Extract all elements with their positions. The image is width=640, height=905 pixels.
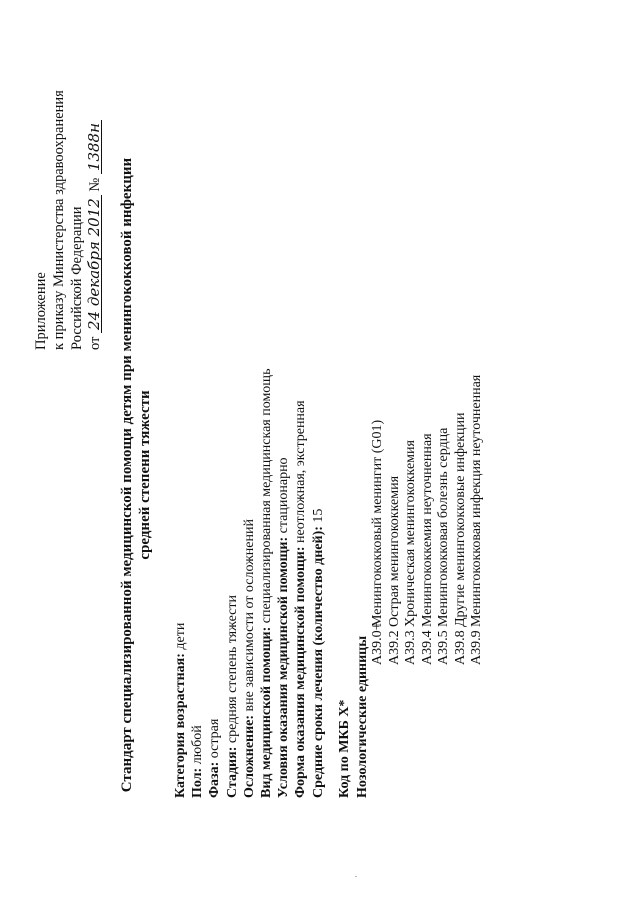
- param-phase: [206, 369, 223, 798]
- title-line-2: средней степени тяжести: [137, 390, 153, 560]
- list-item: [387, 375, 404, 665]
- icd-code: A39.8: [452, 630, 468, 665]
- param-label: Условия оказания медицинской помощи:: [276, 536, 292, 798]
- handwritten-date: 24 декабря 2012: [87, 195, 102, 333]
- param-label: Форма оказания медицинской помощи:: [293, 546, 309, 798]
- list-item: [370, 375, 387, 665]
- param-care-conditions: [275, 369, 292, 798]
- param-label: Средние сроки лечения (количество дней):: [310, 526, 326, 798]
- nosological-units-heading: Нозологические единицы: [354, 635, 370, 798]
- nosological-units-list: [370, 375, 486, 665]
- param-complication: [241, 369, 258, 798]
- param-value: стационарно: [276, 457, 292, 537]
- param-value: дети: [173, 622, 188, 654]
- param-value: 15: [310, 508, 326, 527]
- diagnosis-name: Менингококкемия неуточненная: [419, 433, 435, 627]
- param-value: специализированная медицинская помощь: [259, 368, 275, 627]
- handwritten-number: 1388н: [87, 120, 102, 174]
- icd-code: A39.3: [403, 630, 418, 665]
- param-label: Осложнение:: [241, 714, 257, 798]
- diagnosis-name: Менингококковый менингит (G01): [370, 419, 385, 627]
- appendix-line-2: к приказу Министерства здравоохранения: [51, 90, 67, 350]
- param-label: Вид медицинской помощи:: [259, 626, 275, 798]
- param-value: острая: [207, 718, 223, 762]
- param-care-type: [258, 369, 275, 798]
- list-item: [469, 375, 486, 665]
- param-value: неотложная, экстренная: [293, 400, 309, 547]
- icd-code: A39.4: [419, 630, 435, 665]
- icd-code: A39.5: [436, 630, 451, 665]
- appendix-block: [32, 90, 104, 350]
- list-item: [453, 375, 470, 665]
- diagnosis-name: Менингококковая инфекция неуточненная: [469, 374, 484, 627]
- number-prefix: №: [87, 177, 103, 192]
- param-value: средняя степень тяжести: [224, 595, 240, 747]
- param-label: Стадия:: [224, 746, 240, 798]
- margin-mark: ·: [351, 875, 361, 878]
- param-stage: [224, 369, 241, 798]
- list-item: [436, 375, 453, 665]
- icd-codes-heading: [336, 636, 371, 798]
- param-value: вне зависимости от осложнений: [241, 519, 257, 715]
- param-treatment-duration: [310, 369, 327, 798]
- date-prefix: от: [87, 336, 103, 350]
- param-label: Фаза:: [207, 761, 223, 798]
- icd-code: A39.0+: [370, 622, 385, 665]
- icd-code: A39.2: [386, 630, 402, 665]
- icd-code-heading: Код по МКБ X*: [337, 699, 352, 798]
- param-label: Категория возрастная:: [173, 653, 188, 798]
- icd-code: A39.9: [469, 630, 484, 665]
- diagnosis-name: Острая менингококкемия: [386, 475, 402, 627]
- param-care-form: [292, 369, 309, 798]
- diagnosis-name: Хроническая менингококкемия: [403, 440, 418, 627]
- diagnosis-name: Менингококковая болезнь сердца: [436, 427, 451, 627]
- param-age-category: [172, 369, 189, 798]
- param-value: любой: [190, 725, 206, 768]
- standard-parameters: [172, 369, 327, 798]
- param-label: Пол:: [190, 767, 206, 798]
- appendix-line-3: Российской Федерации: [69, 206, 85, 350]
- title-line-1: Стандарт специализированной медицинской помощи детям при менингококковой инфекции: [119, 157, 135, 793]
- document-title: [118, 105, 154, 845]
- param-sex: [189, 369, 206, 798]
- list-item: [403, 375, 420, 665]
- appendix-date-line: [86, 90, 104, 350]
- diagnosis-name: Другие менингококковые инфекции: [452, 412, 468, 627]
- appendix-line-1: Приложение: [33, 272, 49, 350]
- list-item: [420, 375, 437, 665]
